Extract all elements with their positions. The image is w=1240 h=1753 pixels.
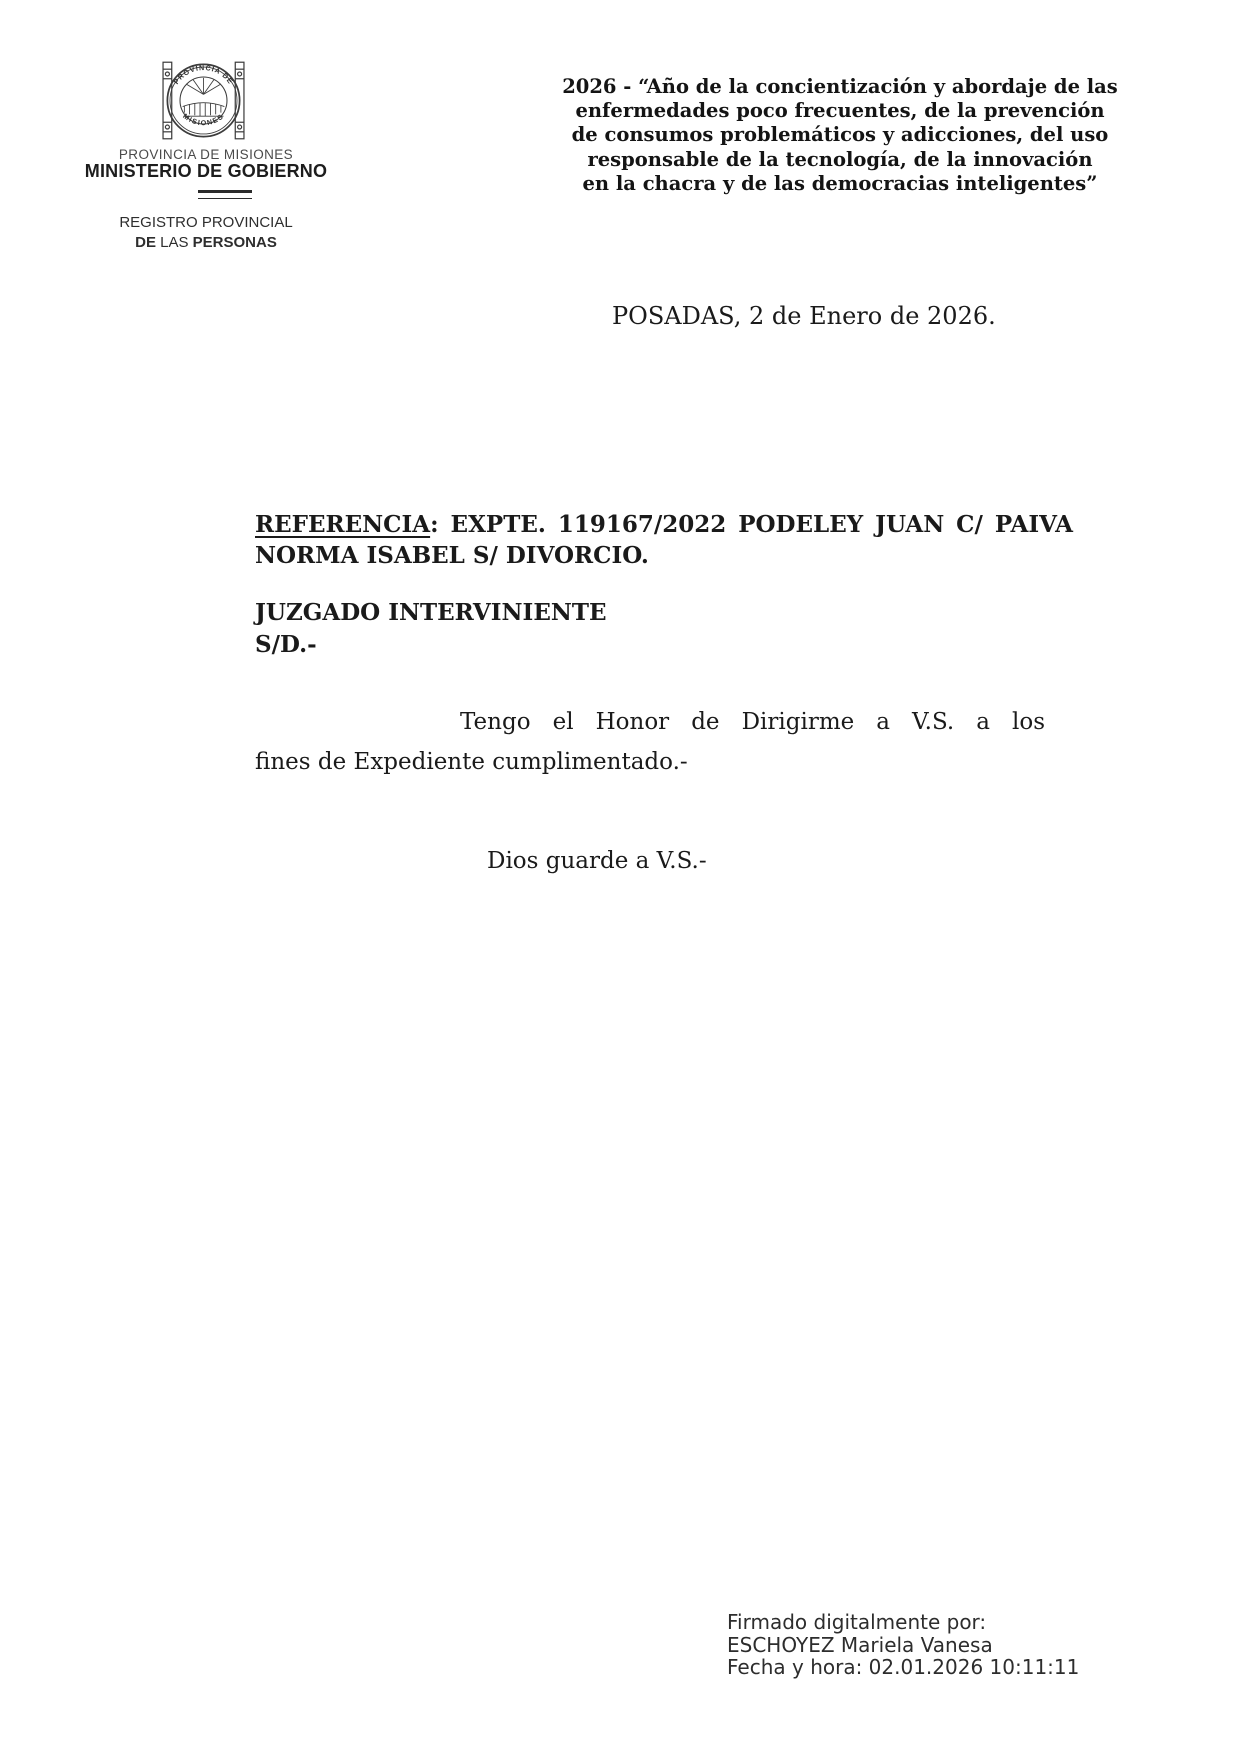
letterhead-office xyxy=(76,213,336,252)
motto-line-2: enfermedades poco frecuentes, de la prevención xyxy=(575,99,1105,123)
signature-line-2: ESCHOYEZ Mariela Vanesa xyxy=(727,1632,993,1657)
office-line1: REGISTRO PROVINCIAL xyxy=(119,214,293,231)
office-de: DE xyxy=(135,233,156,251)
letterhead-province: PROVINCIA DE MISIONES xyxy=(118,147,294,162)
reference-label: REFERENCIA xyxy=(255,511,431,538)
body-line-2: fines de Expediente cumplimentado.- xyxy=(255,749,688,775)
digital-signature-block xyxy=(727,1611,1079,1679)
provincia-misiones-seal-icon xyxy=(160,55,247,146)
reference-detail: : EXPTE. 119167/2022 PODELEY JUAN C/ PAIVA xyxy=(430,511,1073,538)
motto-line-4: responsable de la tecnología, de la innovación xyxy=(587,147,1093,171)
motto-line-3: de consumos problemáticos y adicciones, del uso xyxy=(571,123,1109,147)
office-las: LAS xyxy=(155,233,193,251)
closing-line: Dios guarde a V.S.- xyxy=(487,848,707,874)
office-personas: PERSONAS xyxy=(192,233,277,251)
letterhead-divider xyxy=(198,190,252,199)
court-line-2: S/D.- xyxy=(255,631,317,658)
svg-text:MISIONES xyxy=(181,112,225,127)
reference-block xyxy=(255,510,1073,571)
signature-line-3: Fecha y hora: 02.01.2026 10:11:11 xyxy=(727,1655,1080,1679)
annual-motto xyxy=(540,75,1140,196)
reference-line-1 xyxy=(255,510,1073,541)
letterhead-ministry: MINISTERIO DE GOBIERNO xyxy=(84,161,328,181)
body-line-1: Tengo el Honor de Dirigirme a V.S. a los xyxy=(460,709,1045,735)
motto-line-5: en la chacra y de las democracias inteligentes” xyxy=(582,171,1098,195)
seal-top-arc-text: PROVINCIA DE xyxy=(172,63,235,86)
signature-line-1: Firmado digitalmente por: xyxy=(727,1610,987,1634)
dateline: POSADAS, 2 de Enero de 2026. xyxy=(612,302,996,330)
court-block xyxy=(255,597,607,661)
seal-bottom-arc-text: MISIONES xyxy=(181,112,226,128)
reference-line-2: NORMA ISABEL S/ DIVORCIO. xyxy=(255,541,649,569)
court-line-1: JUZGADO INTERVINIENTE xyxy=(255,599,607,626)
motto-line-1: 2026 - “Año de la concientización y abordaje de las xyxy=(562,75,1118,98)
office-line2 xyxy=(76,233,336,253)
